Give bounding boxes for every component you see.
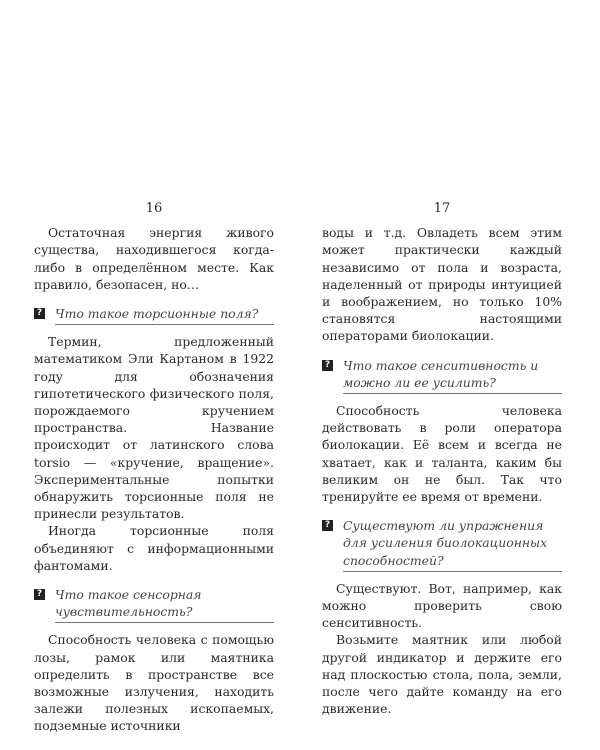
question-mark-icon: ? [34, 308, 45, 319]
question-heading [34, 305, 274, 325]
right-page [322, 200, 562, 717]
question-text: Существуют ли упражнения для усиления биолокационных способностей? [343, 517, 562, 572]
question-heading [322, 357, 562, 394]
paragraph: Способность человека действовать в роли оператора биолокации. Её всем и всегда не хватает, как и таланта, каким бы великим он не был. Так что тренируйте ее время от времени. [322, 403, 562, 505]
paragraph: Иногда торсионные поля объединяют с информационными фантомами. [34, 523, 274, 573]
paragraph: Существуют. Вот, например, как можно проверить свою сенситивность. [322, 580, 562, 631]
question-heading [322, 517, 562, 572]
question-text: Что такое сенсорная чувствительность? [55, 586, 274, 623]
paragraph: Возьмите маятник или любой другой индикатор и держите его над плоскостью стола, пола, земли, после чего дайте команду на его движение. [322, 632, 562, 717]
question-mark-icon: ? [322, 360, 333, 371]
question-mark-icon: ? [34, 589, 45, 600]
left-page [34, 200, 274, 735]
question-text: Что такое сенситивность и можно ли ее усилить? [343, 357, 562, 394]
paragraph: Остаточная энергия живого существа, находившегося когда-либо в определённом месте. Как правило, безопасен, но… [34, 225, 274, 292]
paragraph: Способность человека с помощью лозы, рамок или маятника определить в пространстве все возможные излучения, находить залежи полезных ископаемых, подземные источники [34, 632, 274, 734]
question-mark-icon: ? [322, 520, 333, 531]
paragraph: воды и т.д. Овладеть всем этим может практически каждый независимо от пола и возраста, наделенный от природы интуицией и воображением, но только 10% становятся настоящими операторами биолокации. [322, 225, 562, 344]
question-text: Что такое торсионные поля? [55, 305, 274, 325]
page-number: 17 [433, 201, 451, 216]
paragraph: Термин, предложенный математиком Эли Картаном в 1922 году для обозначения гипотетического физического поля, порождаемого кручением пространства. Название происходит от латинского слова torsio — «кручение, вращение». Экспериментальные попытки обнаружить торсионные поля не принесли результатов. [34, 334, 274, 522]
question-heading [34, 586, 274, 623]
page-number: 16 [145, 201, 163, 216]
